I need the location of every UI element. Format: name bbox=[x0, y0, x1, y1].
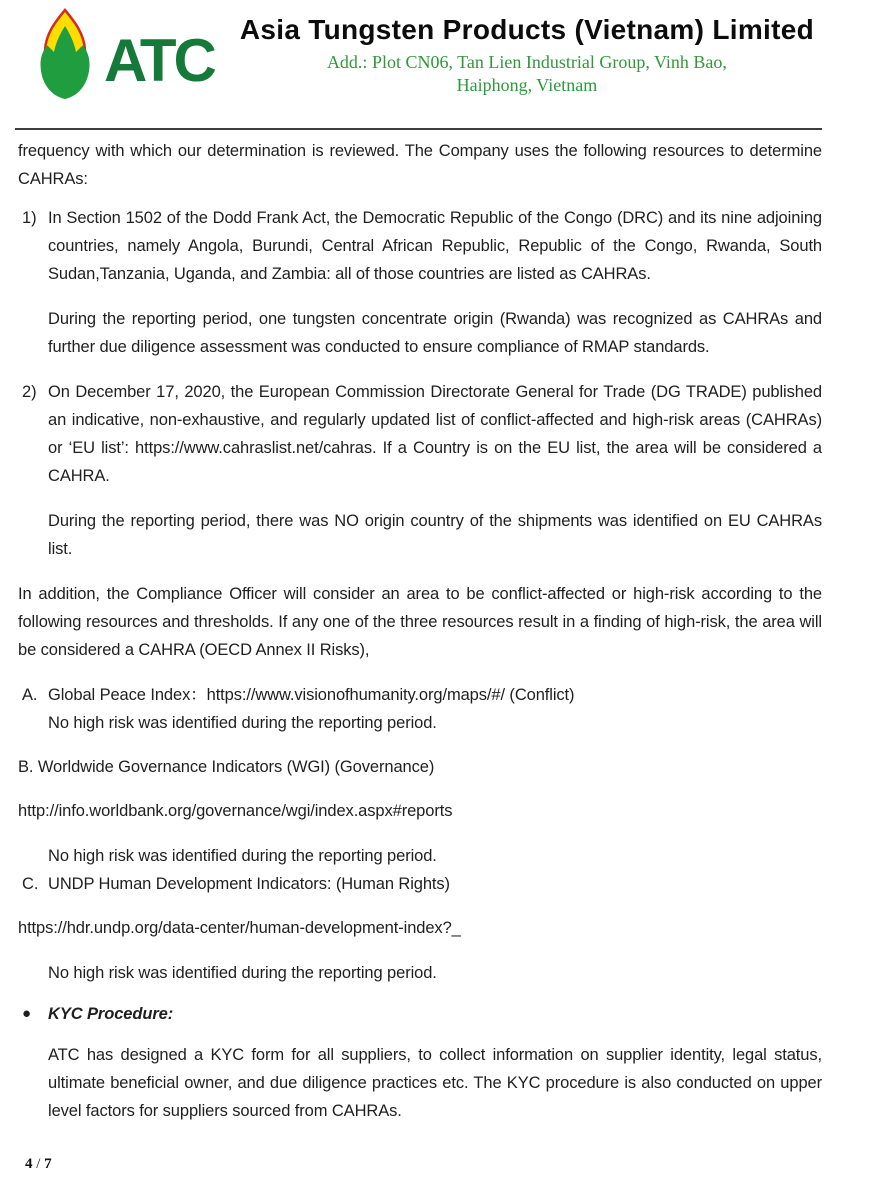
kyc-title: KYC Procedure: bbox=[48, 1005, 174, 1023]
addition-paragraph: In addition, the Compliance Officer will consider an area to be conflict-affected or high-risk according to the following resources and thresholds. If any one of the three resources result in a finding of high-risk, the area will be considered a CAHRA (OECD Annex II Risks), bbox=[18, 585, 822, 659]
list-item-text: In Section 1502 of the Dodd Frank Act, the Democratic Republic of the Congo (DRC) and its nine adjoining countries, namely Angola, Burundi, Central African Republic, Republic of the Congo, Rwanda, South Sudan,Tanzania, Uganda, and Zambia: all of those countries are listed as CAHRAs. bbox=[48, 209, 822, 283]
intro-paragraph: frequency with which our determination is reviewed. The Company uses the following resources to determine CAHRAs: bbox=[18, 142, 822, 188]
item-c-url: https://hdr.undp.org/data-center/human-development-index?_ bbox=[18, 919, 461, 937]
kyc-paragraph: ATC has designed a KYC form for all suppliers, to collect information on supplier identity, legal status, ultimate beneficial owner, and due diligence practices etc. The KYC procedure is also conducted on upper level factors for suppliers sourced from CAHRAs. bbox=[48, 1046, 822, 1120]
list-item-text: Worldwide Governance Indicators (WGI) (Governance) bbox=[37, 758, 435, 776]
lettered-item-c bbox=[18, 870, 822, 898]
item-2-note: During the reporting period, there was NO origin country of the shipments was identified on EU CAHRAs list. bbox=[48, 512, 822, 558]
logo-text: ATC bbox=[104, 27, 214, 94]
company-name: Asia Tungsten Products (Vietnam) Limited bbox=[239, 14, 814, 45]
item-b-url: http://info.worldbank.org/governance/wgi/index.aspx#reports bbox=[18, 802, 453, 820]
list-item-text: UNDP Human Development Indicators: (Human Rights) bbox=[48, 875, 450, 893]
list-marker: 1) bbox=[22, 209, 37, 227]
total-pages: 7 bbox=[44, 1156, 52, 1172]
header-divider bbox=[15, 128, 822, 130]
list-item-text: Global Peace Index：https://www.visionofhumanity.org/maps/#/ (Conflict) bbox=[48, 686, 575, 704]
page-number: 4 bbox=[25, 1156, 33, 1172]
item-b-note: No high risk was identified during the reporting period. bbox=[48, 847, 437, 865]
company-address bbox=[224, 51, 830, 97]
numbered-item-1 bbox=[18, 204, 822, 288]
item-c-note: No high risk was identified during the reporting period. bbox=[48, 964, 437, 982]
address-line-1: Add.: Plot CN06, Tan Lien Industrial Group, Vinh Bao, bbox=[326, 52, 727, 73]
numbered-item-2 bbox=[18, 378, 822, 490]
list-marker: A. bbox=[22, 686, 38, 704]
kyc-heading bbox=[18, 1000, 822, 1028]
company-logo bbox=[30, 8, 214, 100]
page-separator: / bbox=[36, 1156, 41, 1172]
bullet-icon: ● bbox=[22, 1005, 31, 1022]
item-1-note: During the reporting period, one tungsten concentrate origin (Rwanda) was recognized as CAHRAs and further due diligence assessment was conducted to ensure compliance of RMAP standards. bbox=[48, 310, 822, 356]
list-marker: 2) bbox=[22, 383, 37, 401]
lettered-item-a bbox=[18, 681, 822, 709]
list-marker: C. bbox=[22, 875, 39, 893]
letterhead bbox=[0, 0, 870, 100]
item-a-note: No high risk was identified during the reporting period. bbox=[48, 714, 437, 732]
lettered-item-b bbox=[18, 753, 822, 781]
list-marker: B. bbox=[18, 758, 34, 776]
document-body bbox=[18, 137, 822, 1125]
list-item-text: On December 17, 2020, the European Commission Directorate General for Trade (DG TRADE) published an indicative, non-exhaustive, and regularly updated list of conflict-affected and high-risk areas (CAHRAs) or ‘EU list’: https://www.cahraslist.net/cahras. If a Country is on the EU list, the area will be considered a CAHRA. bbox=[48, 383, 822, 485]
address-line-2: Haiphong, Vietnam bbox=[456, 75, 598, 96]
leaf-flame-icon bbox=[30, 8, 100, 100]
page-footer bbox=[25, 1156, 52, 1173]
header-text-block bbox=[214, 8, 830, 97]
